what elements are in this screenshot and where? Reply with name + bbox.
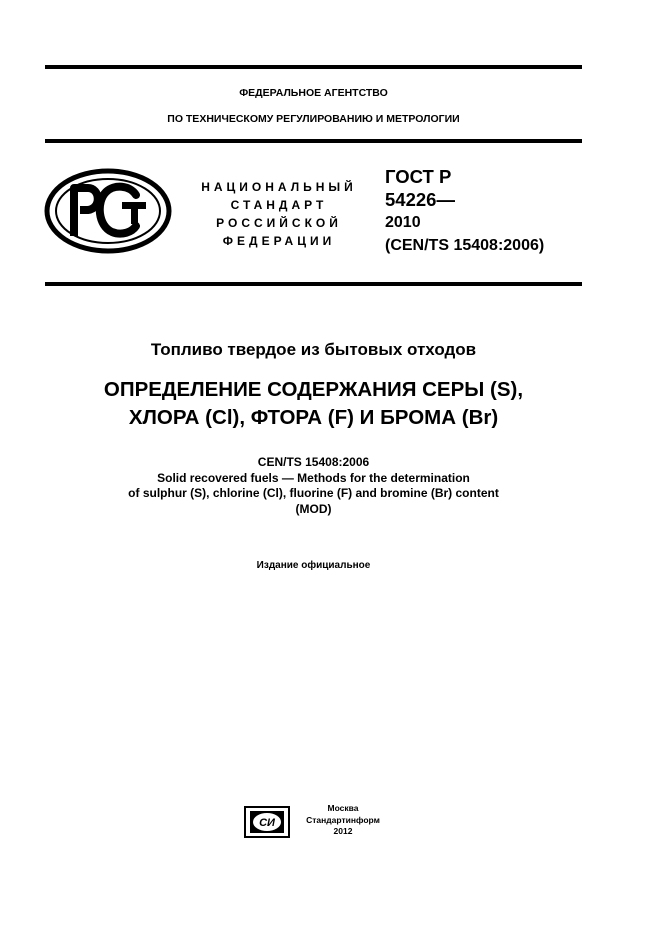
edition-label: Издание официальное — [256, 560, 371, 571]
publisher-city: Москва — [327, 803, 359, 813]
designation-line-1: ГОСТ Р — [385, 166, 452, 187]
document-subtitle: Топливо твердое из бытовых отходов — [150, 340, 477, 359]
english-title-block — [45, 455, 582, 517]
designation-line-4: (CEN/TS 15408:2006) — [385, 237, 545, 254]
standartinform-logo-icon — [244, 806, 290, 838]
publisher-name: Стандартинформ — [306, 814, 380, 825]
document-title-line-1: ОПРЕДЕЛЕНИЕ СОДЕРЖАНИЯ СЕРЫ (S), — [103, 378, 524, 401]
publisher-year: 2012 — [333, 826, 353, 836]
designation-line-3: 2010 — [385, 214, 421, 231]
rst-mark-logo-icon — [44, 168, 172, 254]
english-line-1: CEN/TS 15408:2006 — [257, 455, 370, 469]
national-standard-line-3: РОССИЙСКОЙ — [216, 216, 342, 230]
english-line-3: of sulphur (S), chlorine (Cl), fluorine (F) and bromine (Br) content — [128, 486, 499, 500]
english-line-2: Solid recovered fuels — Methods for the determination — [157, 470, 470, 485]
national-standard-line-2: СТАНДАРТ — [230, 198, 328, 212]
english-line-4: (MOD) — [295, 501, 332, 516]
middle-rule — [45, 282, 582, 286]
svg-text:СИ: СИ — [259, 817, 275, 829]
document-title-line-2: ХЛОРА (Cl), ФТОРА (F) И БРОМА (Br) — [128, 406, 499, 429]
publisher-block — [297, 803, 389, 838]
document-title — [45, 376, 582, 432]
agency-line-2: ПО ТЕХНИЧЕСКОМУ РЕГУЛИРОВАНИЮ И МЕТРОЛОГИИ — [167, 113, 460, 125]
national-standard-line-4: ФЕДЕРАЦИИ — [222, 234, 336, 248]
header-rule — [45, 139, 582, 143]
national-standard-line-1: НАЦИОНАЛЬНЫЙ — [201, 180, 357, 194]
national-standard-block — [190, 178, 368, 250]
top-rule — [45, 65, 582, 69]
designation-line-2: 54226— — [385, 189, 455, 210]
standard-designation — [385, 165, 544, 257]
agency-line-1: ФЕДЕРАЛЬНОЕ АГЕНТСТВО — [239, 87, 388, 99]
